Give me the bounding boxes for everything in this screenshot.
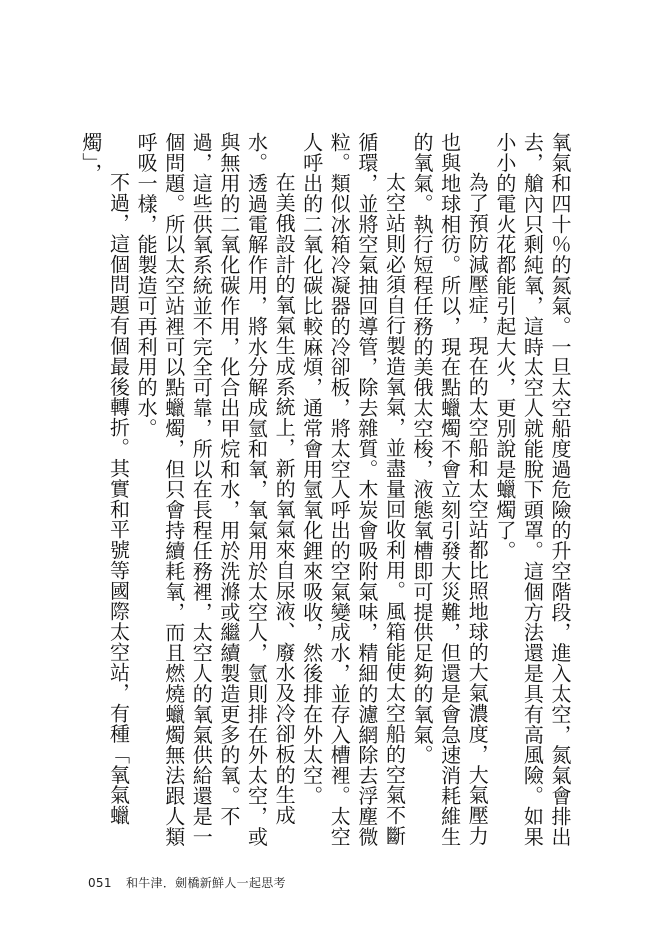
book-title: 和牛津．劍橋新鮮人一起思考 — [125, 876, 286, 890]
paragraph-5: 不過，這個問題有個最後轉折。其實和平號等國際太空站，有種「氧氣蠟燭」， — [78, 132, 131, 826]
paragraph-4: 在美俄設計的氧氣生成系統上，新的氧氣來自尿液、廢水及冷卻板的生成水。透過電解作用，將水分解成氫和氧，氧氣用於太空人，氫則排在外太空，或與無用的二氧化碳作用，化合出甲烷和水，用於洗滌或繼續製造更多的氧。不過，這些供氧系統並不完全可靠，所以在長程任務裡，太空人的氧氣供給還是一個問題。所以太空站裡可以點蠟燭，但只會持續耗氧，而且燃燒蠟燭無法跟人類呼吸一樣，能製造可再利用的水。 — [134, 132, 297, 847]
paragraph-1: 氧氣和四十％的氮氣。一旦太空船度過危險的升空階段，進入太空，氮氣會排出去，艙內只剩純氧，這時太空人就能脫下頭罩。這個方法還是具有高風險。如果小小的電火花都能引起大火，更別說是蠟燭了。 — [492, 132, 572, 847]
paragraph-2: 為了預防減壓症，現在的太空船和太空站都比照地球的大氣濃度，大氣壓力也與地球相彷。所以，現在點蠟燭不會立刻引發大災難，但還是會急速消耗維生的氧氣。執行短程任務的美俄太空梭，液態氧槽即可提供足夠的氧氣。 — [410, 132, 490, 847]
vertical-text-body — [76, 132, 573, 852]
page-footer — [88, 874, 286, 891]
page-number: 051 — [88, 876, 112, 890]
paragraph-3: 太空站則必須自行製造氧氣，並盡量回收利用。風箱能使太空船的空氣不斷循環，並將空氣抽回導管，除去雜質。木炭會吸附氣味，精細的濾網除去浮塵微粒。類似冰箱冷凝器的冷卻板，將太空人呼出的空氣變成水，並存入槽裡。太空人呼出的二氧化碳比較麻煩，通常會用氫氧化鋰來吸收，然後排在外太空。 — [299, 132, 407, 847]
